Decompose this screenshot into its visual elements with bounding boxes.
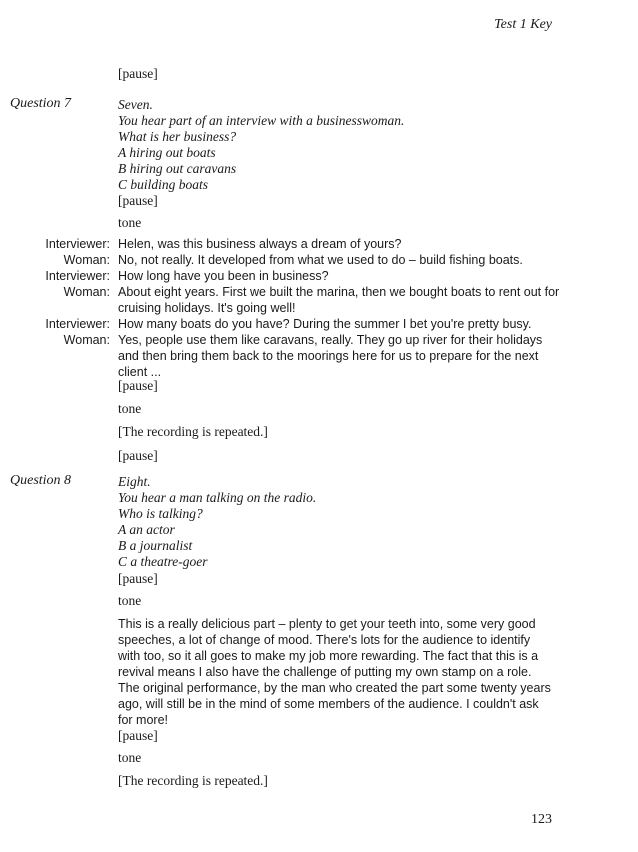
question-number: Seven. <box>118 97 153 112</box>
pause-5 <box>118 728 554 744</box>
tone-2 <box>118 401 554 417</box>
question-prompt: You hear part of an interview with a businesswoman. <box>118 113 405 128</box>
tone-text: tone <box>118 593 142 608</box>
top-pause <box>118 66 554 82</box>
pause-2 <box>118 378 554 394</box>
tone-3 <box>118 593 554 609</box>
dialogue-turn <box>0 236 560 252</box>
speech: No, not really. It developed from what we used to do – build fishing boats. <box>118 253 523 267</box>
dialogue-turn <box>0 284 560 316</box>
dialogue-turn <box>0 252 560 268</box>
tone-text: tone <box>118 750 142 765</box>
dialogue-turn <box>0 268 560 284</box>
recording-repeated <box>118 424 554 440</box>
speaker: Interviewer: <box>45 317 110 331</box>
question-7-block <box>118 97 554 193</box>
option-b: B hiring out caravans <box>118 161 237 176</box>
option-b: B a journalist <box>118 538 193 553</box>
pause-1 <box>118 193 554 209</box>
speaker: Interviewer: <box>45 269 110 283</box>
question-prompt: You hear a man talking on the radio. <box>118 490 317 505</box>
option-a: A hiring out boats <box>118 145 216 160</box>
pause-text: [pause] <box>118 378 158 393</box>
speaker: Woman: <box>63 333 110 347</box>
question-number: Eight. <box>118 474 151 489</box>
speech: Yes, people use them like caravans, really. They go up river for their holidays and then bring them back to the moorings here for us to prepare for the next client ... <box>118 333 543 379</box>
pause-text: [pause] <box>118 193 158 208</box>
repeated-text: [The recording is repeated.] <box>118 773 268 788</box>
monologue-text: This is a really delicious part – plenty to get your teeth into, some very good speeches, a lot of change of mood. There's lots for the audience to identify with too, so it all goes to make my job more rewarding. The fact that this is a revival means I also have the challenge of putting my own stamp on a role. The original performance, by the man who created the part some twenty years ago, will still be in the mind of some members of the audience. I couldn't ask for more! <box>118 617 551 727</box>
pause-text: [pause] <box>118 66 158 81</box>
option-c: C building boats <box>118 177 209 192</box>
dialogue-turn <box>0 332 560 380</box>
monologue <box>118 616 554 728</box>
running-head: Test 1 Key <box>494 17 552 32</box>
option-a: A an actor <box>118 522 175 537</box>
tone-1 <box>118 215 554 231</box>
pause-text: [pause] <box>118 571 158 586</box>
speaker: Woman: <box>63 253 110 267</box>
pause-3 <box>118 448 554 464</box>
tone-text: tone <box>118 215 142 230</box>
speech: How long have you been in business? <box>118 269 329 283</box>
question-text: What is her business? <box>118 129 237 144</box>
question-7-label: Question 7 <box>10 96 72 111</box>
tone-4 <box>118 750 554 766</box>
speech: Helen, was this business always a dream of yours? <box>118 237 402 251</box>
recording-repeated <box>118 773 554 789</box>
tone-text: tone <box>118 401 142 416</box>
page-number: 123 <box>531 812 552 827</box>
pause-text: [pause] <box>118 448 158 463</box>
option-c: C a theatre-goer <box>118 554 208 569</box>
speech: How many boats do you have? During the summer I bet you're pretty busy. <box>118 317 532 331</box>
pause-4 <box>118 571 554 587</box>
dialogue <box>0 236 560 380</box>
dialogue-turn <box>0 316 560 332</box>
question-8-block <box>118 474 554 570</box>
repeated-text: [The recording is repeated.] <box>118 424 268 439</box>
speech: About eight years. First we built the marina, then we bought boats to rent out for cruising holidays. It's going well! <box>118 285 560 315</box>
speaker: Woman: <box>63 285 110 299</box>
pause-text: [pause] <box>118 728 158 743</box>
speaker: Interviewer: <box>45 237 110 251</box>
question-8-label: Question 8 <box>10 473 72 488</box>
question-text: Who is talking? <box>118 506 203 521</box>
